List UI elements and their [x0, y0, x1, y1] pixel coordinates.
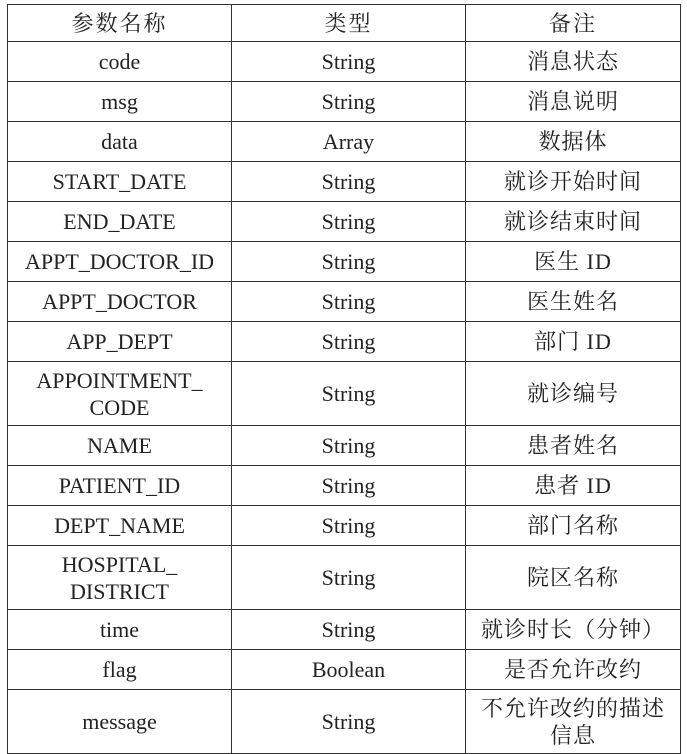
table-row — [8, 282, 681, 322]
note-cell: 患者 ID — [466, 466, 681, 506]
param-name-cell: APPOINTMENT_ CODE — [8, 362, 232, 426]
note-cell: 不允许改约的描述 信息 — [466, 690, 681, 754]
parameter-table — [7, 4, 681, 754]
param-name-cell: DEPT_NAME — [8, 506, 232, 546]
param-name-cell: msg — [8, 82, 232, 122]
type-cell: String — [232, 322, 466, 362]
note-cell: 患者姓名 — [466, 426, 681, 466]
note-cell: 消息说明 — [466, 82, 681, 122]
type-cell: String — [232, 362, 466, 426]
type-cell: String — [232, 282, 466, 322]
type-cell: String — [232, 426, 466, 466]
param-name-cell: time — [8, 610, 232, 650]
param-name-cell: APPT_DOCTOR — [8, 282, 232, 322]
table-row — [8, 546, 681, 610]
param-name-cell: message — [8, 690, 232, 754]
table-row — [8, 42, 681, 82]
note-cell: 就诊结束时间 — [466, 202, 681, 242]
table-row — [8, 122, 681, 162]
table-row — [8, 82, 681, 122]
note-cell: 消息状态 — [466, 42, 681, 82]
type-cell: String — [232, 690, 466, 754]
param-name-cell: APPT_DOCTOR_ID — [8, 242, 232, 282]
header-note: 备注 — [466, 5, 681, 42]
table-row — [8, 322, 681, 362]
note-cell: 部门 ID — [466, 322, 681, 362]
note-cell: 就诊开始时间 — [466, 162, 681, 202]
param-name-cell: data — [8, 122, 232, 162]
header-param-name: 参数名称 — [8, 5, 232, 42]
note-cell: 是否允许改约 — [466, 650, 681, 690]
table-row — [8, 426, 681, 466]
param-name-cell: APP_DEPT — [8, 322, 232, 362]
type-cell: String — [232, 610, 466, 650]
note-cell: 院区名称 — [466, 546, 681, 610]
param-name-cell: END_DATE — [8, 202, 232, 242]
type-cell: String — [232, 82, 466, 122]
header-type: 类型 — [232, 5, 466, 42]
note-cell: 医生 ID — [466, 242, 681, 282]
table-row — [8, 506, 681, 546]
type-cell: Array — [232, 122, 466, 162]
table-row — [8, 466, 681, 506]
param-name-cell: START_DATE — [8, 162, 232, 202]
table-row — [8, 162, 681, 202]
param-name-cell: HOSPITAL_ DISTRICT — [8, 546, 232, 610]
note-cell: 就诊时长（分钟） — [466, 610, 681, 650]
table-row — [8, 362, 681, 426]
note-cell: 部门名称 — [466, 506, 681, 546]
note-cell: 数据体 — [466, 122, 681, 162]
table-body — [8, 42, 681, 754]
type-cell: String — [232, 162, 466, 202]
type-cell: String — [232, 546, 466, 610]
type-cell: String — [232, 506, 466, 546]
table-row — [8, 202, 681, 242]
param-name-cell: NAME — [8, 426, 232, 466]
note-cell: 就诊编号 — [466, 362, 681, 426]
header-row — [8, 5, 681, 42]
type-cell: String — [232, 466, 466, 506]
table-row — [8, 242, 681, 282]
param-name-cell: PATIENT_ID — [8, 466, 232, 506]
table-row — [8, 650, 681, 690]
type-cell: String — [232, 42, 466, 82]
type-cell: Boolean — [232, 650, 466, 690]
table-row — [8, 690, 681, 754]
param-name-cell: flag — [8, 650, 232, 690]
table-row — [8, 610, 681, 650]
type-cell: String — [232, 202, 466, 242]
note-cell: 医生姓名 — [466, 282, 681, 322]
type-cell: String — [232, 242, 466, 282]
param-name-cell: code — [8, 42, 232, 82]
